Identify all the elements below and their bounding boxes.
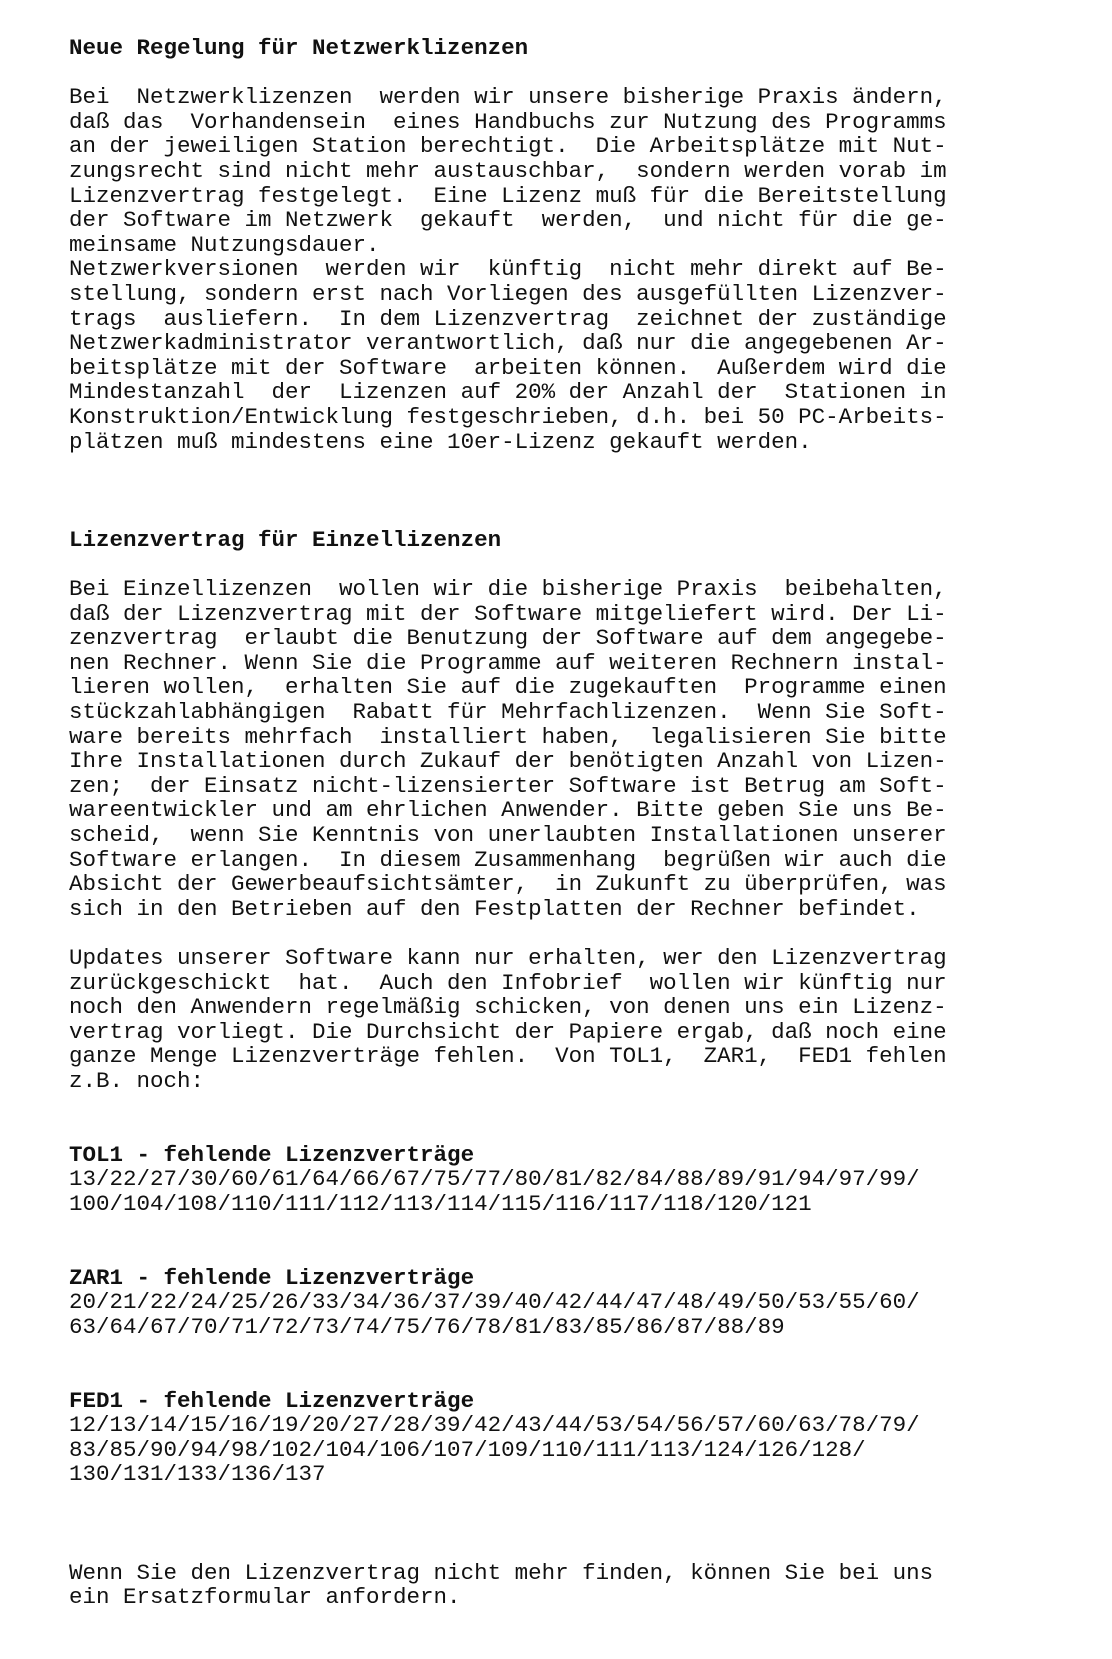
number-line: 130/131/133/136/137 — [69, 1461, 326, 1488]
text-line: Lizenzvertrag festgelegt. Eine Lizenz muß für die Bereitstellung — [69, 182, 947, 209]
missing-list-zar1 — [69, 1266, 1054, 1340]
text-line: Absicht der Gewerbeaufsichtsämter, in Zukunft zu überprüfen, was — [69, 871, 947, 898]
section-heading-netzwerklizenzen: Neue Regelung für Netzwerklizenzen — [69, 35, 529, 61]
paragraph-updates — [69, 946, 1054, 1094]
paragraph-netzwerklizenzen — [69, 85, 1054, 454]
text-line: Updates unserer Software kann nur erhalten, wer den Lizenzvertrag — [69, 944, 947, 971]
text-line: z.B. noch: — [69, 1067, 205, 1094]
number-line: 100/104/108/110/111/112/113/114/115/116/117/118/120/121 — [69, 1190, 812, 1217]
text-line: Netzwerkversionen werden wir künftig nicht mehr direkt auf Be- — [69, 256, 947, 283]
text-line: Bei Einzellizenzen wollen wir die bisherige Praxis beibehalten, — [69, 576, 947, 603]
text-line: vertrag vorliegt. Die Durchsicht der Papiere ergab, daß noch eine — [69, 1018, 947, 1045]
list-heading-zar1: ZAR1 - fehlende Lizenzverträge — [69, 1264, 475, 1291]
text-line: stückzahlabhängigen Rabatt für Mehrfachlizenzen. Wenn Sie Soft- — [69, 699, 947, 726]
text-line: stellung, sondern erst nach Vorliegen des ausgefüllten Lizenzver- — [69, 280, 947, 307]
number-line: 13/22/27/30/60/61/64/66/67/75/77/80/81/82/84/88/89/91/94/97/99/ — [69, 1166, 920, 1193]
section-heading-einzellizenzen: Lizenzvertrag für Einzellizenzen — [69, 526, 502, 553]
text-line: an der jeweiligen Station berechtigt. Die Arbeitsplätze mit Nut- — [69, 133, 947, 160]
closing-paragraph — [69, 1561, 1054, 1610]
text-line: scheid, wenn Sie Kenntnis von unerlaubten Installationen unserer — [69, 822, 947, 848]
text-line: der Software im Netzwerk gekauft werden, und nicht für die ge- — [69, 207, 947, 234]
text-line: meinsame Nutzungsdauer. — [69, 231, 380, 258]
text-line: Netzwerkadministrator verantwortlich, daß nur die angegebenen Ar- — [69, 330, 947, 357]
document-page — [69, 36, 1054, 1610]
text-line: Ihre Installationen durch Zukauf der benötigten Anzahl von Lizen- — [69, 748, 947, 775]
number-line: 63/64/67/70/71/72/73/74/75/76/78/81/83/85/86/87/88/89 — [69, 1313, 785, 1340]
text-line: daß der Lizenzvertrag mit der Software mitgeliefert wird. Der Li- — [69, 600, 947, 627]
text-line: zen; der Einsatz nicht-lizensierter Software ist Betrug am Soft- — [69, 772, 947, 799]
text-line: Software erlangen. In diesem Zusammenhang begrüßen wir auch die — [69, 846, 947, 873]
text-line: trags ausliefern. In dem Lizenzvertrag zeichnet der zuständige — [69, 305, 947, 332]
text-line: wareentwickler und am ehrlichen Anwender. Bitte geben Sie uns Be- — [69, 797, 947, 824]
text-line: lieren wollen, erhalten Sie auf die zugekauften Programme einen — [69, 674, 947, 701]
list-heading-tol1: TOL1 - fehlende Lizenzverträge — [69, 1141, 475, 1168]
text-line: plätzen muß mindestens eine 10er-Lizenz gekauft werden. — [69, 428, 812, 455]
text-line: sich in den Betrieben auf den Festplatten der Rechner befindet. — [69, 895, 920, 922]
text-line: zungsrecht sind nicht mehr austauschbar, sondern werden vorab im — [69, 157, 947, 184]
text-line: ein Ersatzformular anfordern. — [69, 1584, 461, 1611]
text-line: beitsplätze mit der Software arbeiten können. Außerdem wird die — [69, 354, 947, 381]
text-line: zenzvertrag erlaubt die Benutzung der Software auf dem angegebe- — [69, 625, 947, 652]
text-line: Wenn Sie den Lizenzvertrag nicht mehr finden, können Sie bei uns — [69, 1559, 934, 1586]
text-line: zurückgeschickt hat. Auch den Infobrief wollen wir künftig nur — [69, 969, 947, 996]
text-line: daß das Vorhandensein eines Handbuchs zur Nutzung des Programms — [69, 108, 947, 135]
number-line: 83/85/90/94/98/102/104/106/107/109/110/111/113/124/126/128/ — [69, 1436, 866, 1463]
text-line: nen Rechner. Wenn Sie die Programme auf weiteren Rechnern instal- — [69, 649, 947, 676]
text-line: Konstruktion/Entwicklung festgeschrieben, d.h. bei 50 PC-Arbeits- — [69, 403, 947, 430]
text-line: Bei Netzwerklizenzen werden wir unsere bisherige Praxis ändern, — [69, 84, 947, 111]
missing-list-fed1 — [69, 1389, 1054, 1487]
text-line: noch den Anwendern regelmäßig schicken, von denen uns ein Lizenz- — [69, 994, 947, 1021]
text-line: ganze Menge Lizenzverträge fehlen. Von TOL1, ZAR1, FED1 fehlen — [69, 1043, 947, 1070]
number-line: 12/13/14/15/16/19/20/27/28/39/42/43/44/53/54/56/57/60/63/78/79/ — [69, 1412, 920, 1439]
text-line: Mindestanzahl der Lizenzen auf 20% der Anzahl der Stationen in — [69, 379, 947, 406]
number-line: 20/21/22/24/25/26/33/34/36/37/39/40/42/44/47/48/49/50/53/55/60/ — [69, 1289, 920, 1316]
paragraph-einzellizenzen — [69, 577, 1054, 921]
list-heading-fed1: FED1 - fehlende Lizenzverträge — [69, 1387, 475, 1414]
missing-list-tol1 — [69, 1143, 1054, 1217]
text-line: ware bereits mehrfach installiert haben, legalisieren Sie bitte — [69, 723, 947, 750]
